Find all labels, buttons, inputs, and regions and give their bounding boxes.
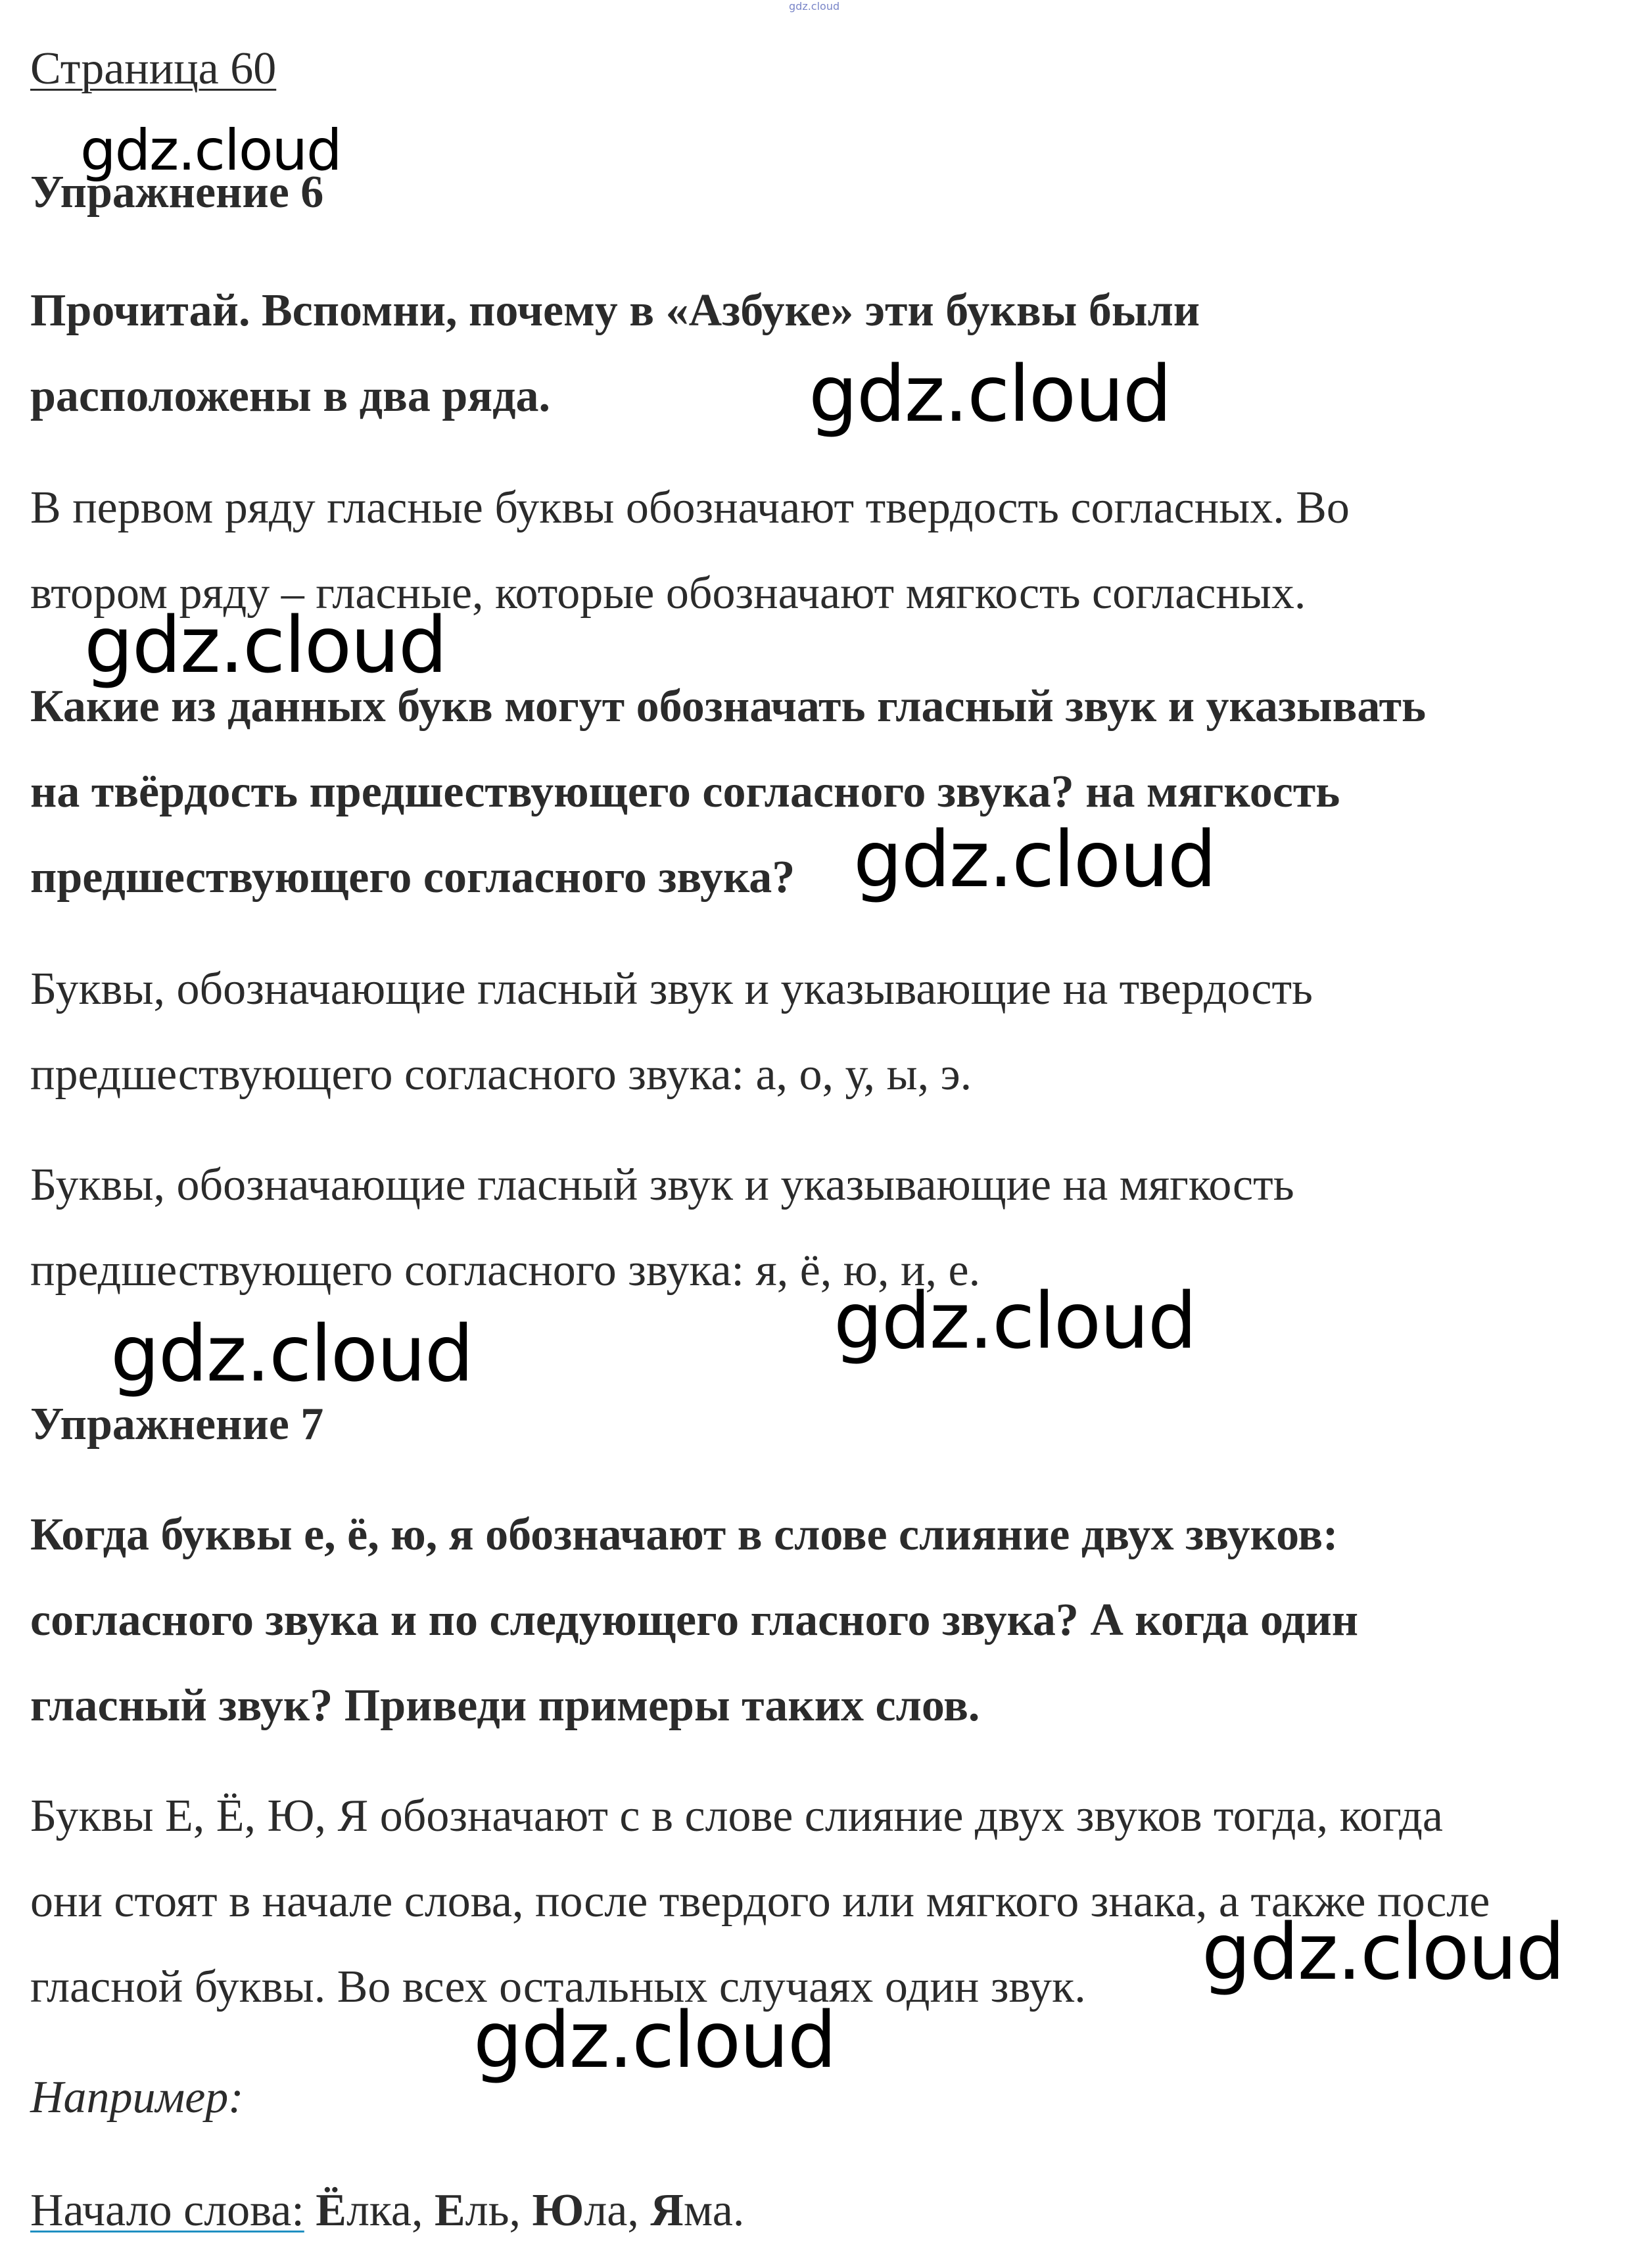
example-word: Яма — [650, 2185, 733, 2236]
watermark: gdz.cloud — [473, 1995, 836, 2085]
exercise-7-title: Упражнение 7 — [30, 1399, 324, 1450]
exercise-7-answer-line-3: гласной буквы. Во всех остальных случаях один звук. — [30, 1962, 1086, 2012]
hard-letters-line-2: предшествующего согласного звука: а, о, у, ы, э. — [30, 1049, 972, 1100]
watermark: gdz.cloud — [853, 814, 1216, 905]
exercise-6-question-line-3: предшествующего согласного звука? — [30, 852, 795, 903]
example-line: Начало слова: Ёлка, Ель, Юла, Яма. — [30, 2185, 745, 2236]
exercise-7-task-line-1: Когда буквы е, ё, ю, я обозначают в слове слияние двух звуков: — [30, 1509, 1338, 1560]
exercise-6-answer-line-2: втором ряду – гласные, которые обозначают мягкость согласных. — [30, 568, 1306, 619]
exercise-6-task-line-1: Прочитай. Вспомни, почему в «Азбуке» эти буквы были — [30, 285, 1200, 336]
hard-letters-line-1: Буквы, обозначающие гласный звук и указывающие на твердость — [30, 964, 1313, 1014]
example-intro: Например: — [30, 2072, 244, 2123]
example-word: Юла — [532, 2185, 628, 2236]
example-label-link[interactable]: Начало слова: — [30, 2185, 304, 2236]
page-number-link[interactable]: Страница 60 — [30, 43, 277, 94]
watermark: gdz.cloud — [1202, 1906, 1564, 1997]
exercise-7-task-line-3: гласный звук? Приведи примеры таких слов. — [30, 1680, 980, 1731]
example-word: Ёлка — [316, 2185, 412, 2236]
watermark: gdz.cloud — [110, 1308, 473, 1399]
watermark: gdz.cloud — [84, 600, 446, 690]
exercise-7-answer-line-1: Буквы Е, Ё, Ю, Я обозначают с в слове слияние двух звуков тогда, когда — [30, 1791, 1443, 1841]
exercise-7-answer-line-2: они стоят в начале слова, после твердого или мягкого знака, а также после — [30, 1876, 1490, 1927]
watermark: gdz.cloud — [809, 348, 1171, 439]
soft-letters-line-2: предшествующего согласного звука: я, ё, ю, и, е. — [30, 1245, 981, 1296]
watermark: gdz.cloud — [80, 118, 341, 183]
exercise-6-title: Упражнение 6 — [30, 167, 324, 218]
exercise-6-task-line-2: расположены в два ряда. — [30, 371, 551, 421]
exercise-6-question-line-2: на твёрдость предшествующего согласного звука? на мягкость — [30, 767, 1340, 817]
soft-letters-line-1: Буквы, обозначающие гласный звук и указывающие на мягкость — [30, 1160, 1294, 1210]
watermark: gdz.cloud — [834, 1275, 1196, 1366]
exercise-6-question-line-1: Какие из данных букв могут обозначать гласный звук и указывать — [30, 681, 1427, 732]
exercise-7-task-line-2: согласного звука и по следующего гласного звука? А когда один — [30, 1595, 1359, 1645]
example-word: Ель — [434, 2185, 509, 2236]
exercise-6-answer-line-1: В первом ряду гласные буквы обозначают твердость согласных. Во — [30, 483, 1350, 533]
header-watermark: gdz.cloud — [789, 0, 840, 12]
